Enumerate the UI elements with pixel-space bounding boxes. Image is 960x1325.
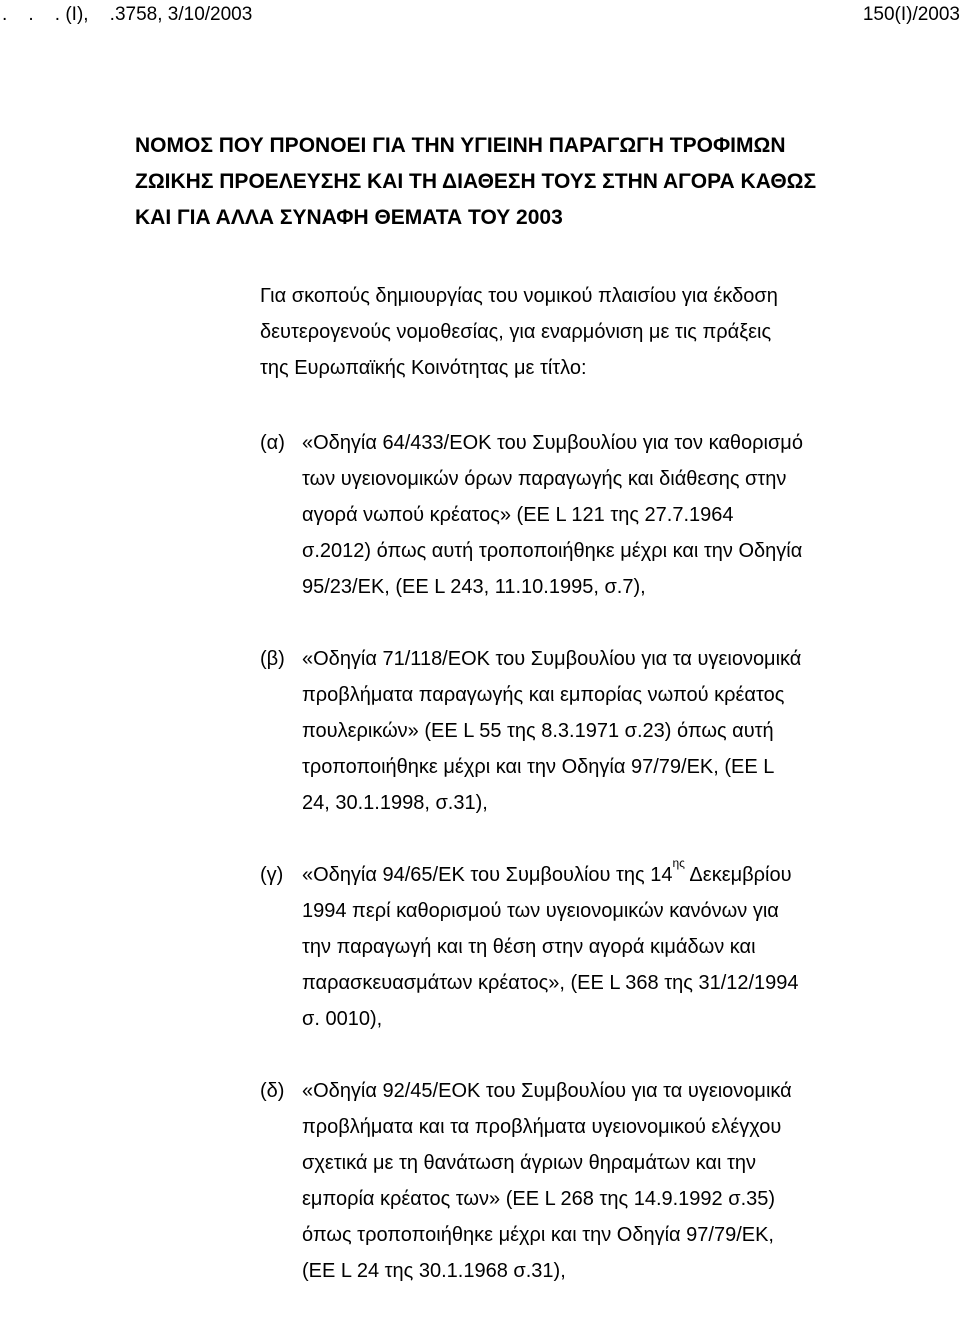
directive-item-a (260, 425, 950, 605)
item-line: των υγειονομικών όρων παραγωγής και διάθεσης στην (302, 468, 787, 490)
directive-list (260, 425, 950, 1325)
item-line: 24, 30.1.1998, σ.31), (302, 792, 488, 814)
item-line: τροποποιήθηκε μέχρι και την Οδηγία 97/79/ΕΚ, (ΕΕ L (302, 756, 775, 778)
directive-item-c (260, 857, 950, 1037)
law-title (135, 128, 935, 236)
item-line: αγορά νωπού κρέατος» (ΕΕ L 121 της 27.7.1964 (302, 504, 734, 526)
preamble-line: δευτερογενούς νομοθεσίας, για εναρμόνιση με τις πράξεις (260, 321, 772, 343)
item-marker: (γ) (260, 864, 284, 886)
item-line: πουλερικών» (ΕΕ L 55 της 8.3.1971 σ.23) όπως αυτή (302, 720, 774, 742)
directive-item-d (260, 1073, 950, 1289)
item-line: προβλήματα παραγωγής και εμπορίας νωπού κρέατος (302, 684, 785, 706)
item-line: εμπορία κρέατος των» (ΕΕ L 268 της 14.9.1992 σ.35) (302, 1188, 776, 1210)
preamble (260, 278, 940, 386)
item-line: σχετικά με τη θανάτωση άγριων θηραμάτων και την (302, 1152, 757, 1174)
directive-item-b (260, 641, 950, 821)
preamble-line: Για σκοπούς δημιουργίας του νομικού πλαισίου για έκδοση (260, 285, 778, 307)
header-reference: . . . (Ι), .3758, 3/10/2003 (2, 4, 253, 25)
ordinal-superscript: ης (672, 856, 685, 870)
law-number: 150(Ι)/2003 (862, 4, 960, 25)
item-text: «Οδηγία 94/65/ΕΚ του Συμβουλίου της 14 (302, 864, 673, 886)
item-line: (ΕΕ L 24 της 30.1.1968 σ.31), (302, 1260, 566, 1282)
preamble-line: της Ευρωπαϊκής Κοινότητας με τίτλο: (260, 357, 587, 379)
item-line: «Οδηγία 64/433/ΕΟΚ του Συμβουλίου για τον καθορισμό (302, 432, 803, 454)
item-line-first (302, 857, 950, 893)
item-text: Δεκεμβρίου (684, 864, 792, 886)
item-marker: (α) (260, 432, 285, 454)
item-line: «Οδηγία 71/118/ΕΟΚ του Συμβουλίου για τα υγειονομικά (302, 648, 802, 670)
item-line: παρασκευασμάτων κρέατος», (ΕΕ L 368 της 31/12/1994 (302, 972, 799, 994)
item-line: σ.2012) όπως αυτή τροποποιήθηκε μέχρι και την Οδηγία (302, 540, 803, 562)
item-line: 95/23/ΕΚ, (ΕΕ L 243, 11.10.1995, σ.7), (302, 576, 646, 598)
item-line: 1994 περί καθορισμού των υγειονομικών κανόνων για (302, 900, 779, 922)
title-line: ΖΩΙΚΗΣ ΠΡΟΕΛΕΥΣΗΣ ΚΑΙ ΤΗ ΔΙΑΘΕΣΗ ΤΟΥΣ ΣΤΗΝ ΑΓΟΡΑ ΚΑΘΩΣ (135, 170, 817, 193)
item-line: όπως τροποποιήθηκε μέχρι και την Οδηγία 97/79/ΕΚ, (302, 1224, 774, 1246)
item-marker: (β) (260, 648, 285, 670)
item-line: «Οδηγία 92/45/ΕΟΚ του Συμβουλίου για τα υγειονομικά (302, 1080, 792, 1102)
title-line: ΚΑΙ ΓΙΑ ΑΛΛΑ ΣΥΝΑΦΗ ΘΕΜΑΤΑ ΤΟΥ 2003 (135, 206, 563, 229)
item-marker: (δ) (260, 1080, 285, 1102)
title-line: ΝΟΜΟΣ ΠΟΥ ΠΡΟΝΟΕΙ ΓΙΑ ΤΗΝ ΥΓΙΕΙΝΗ ΠΑΡΑΓΩΓΗ ΤΡΟΦΙΜΩΝ (135, 134, 786, 157)
item-line: προβλήματα και τα προβλήματα υγειονομικού ελέγχου (302, 1116, 782, 1138)
item-line: την παραγωγή και τη θέση στην αγορά κιμάδων και (302, 936, 756, 958)
page-header (0, 0, 960, 40)
item-line: σ. 0010), (302, 1008, 383, 1030)
